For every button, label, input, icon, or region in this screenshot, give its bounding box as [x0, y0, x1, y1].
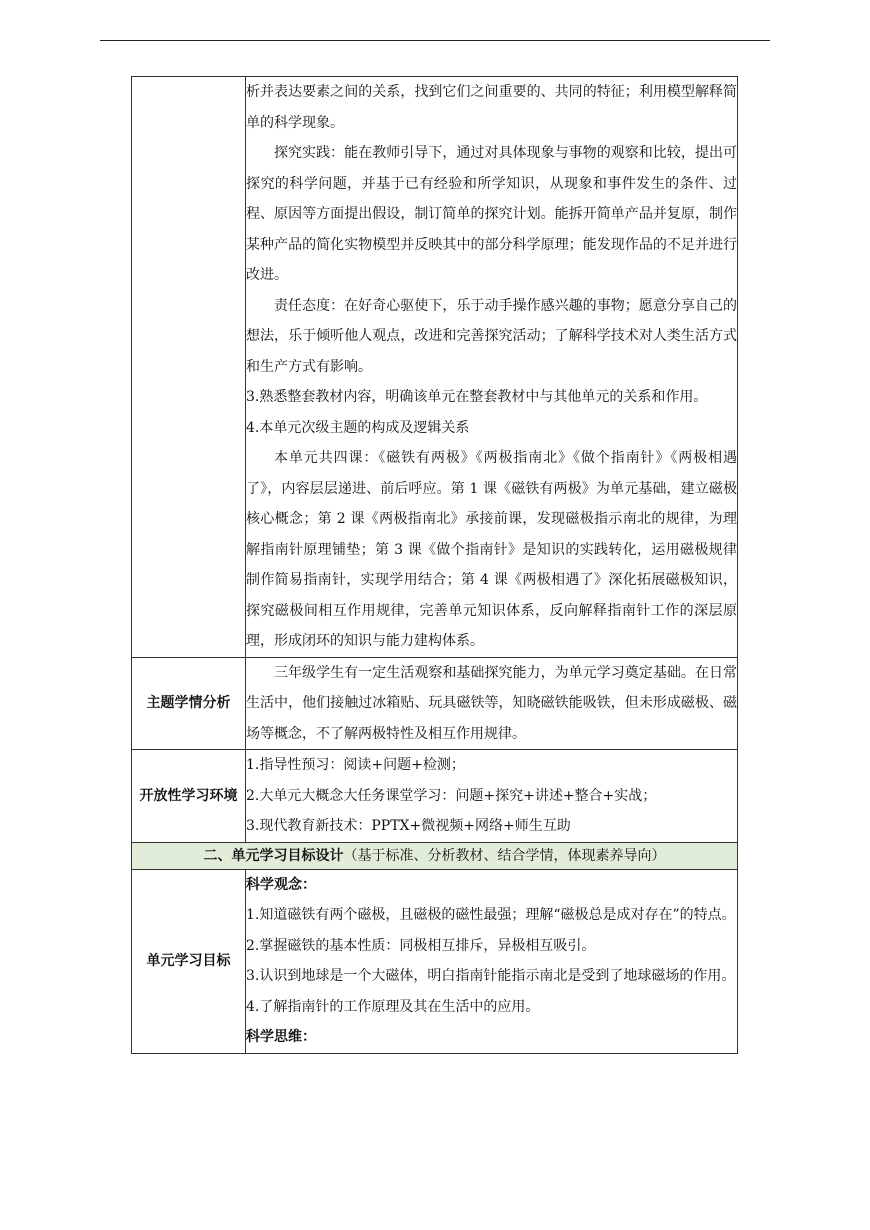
- list-item: 1.指导性预习：阅读+问题+检测；: [246, 757, 465, 773]
- core-literacy-cell: [246, 77, 738, 658]
- table-row-student-analysis: [132, 657, 738, 750]
- table-row-learning-goals: [132, 869, 738, 1053]
- paragraph: 三年级学生有一定生活观察和基础探究能力，为单元学习奠定基础。在日常生活中，他们接触过冰箱贴、玩具磁铁等，知晓磁铁能吸铁，但未形成磁极、磁场等概念，不了解两极特性及相互作用规律。: [246, 664, 737, 742]
- paragraph: 4.本单元次级主题的构成及逻辑关系: [246, 419, 470, 436]
- learning-environment-cell: [246, 750, 738, 843]
- list-item: 3.现代教育新技术：PPTX+微视频+网络+师生互助: [246, 818, 571, 834]
- paragraph: 本单元共四课：《磁铁有两极》《两极指南北》《做个指南针》《两极相遇了》，内容层层递进、前后呼应。第 1 课《磁铁有两极》为单元基础，建立磁极核心概念；第 2 课《两极指南北》承接前课，发现磁极指示南北的规律，为理解指南针原理铺垫；第 3 课《做个指南针》是知识的实践转化，运用磁极规律制作简易指南针，实现学用结合；第 4 课《两极相遇了》深化拓展磁极知识，探究磁极间相互作用规律，完善单元知识体系，反向解释指南针工作的深层原理，形成闭环的知识与能力建构体系。: [246, 450, 737, 649]
- section-title: 二、单元学习目标设计: [203, 847, 344, 864]
- row-label: 主题学情分析: [132, 657, 246, 750]
- section-subtitle: （基于标准、分析教材、结合学情，体现素养导向）: [343, 847, 666, 864]
- row-label: 单元学习目标: [132, 869, 246, 1053]
- list-item: 3.认识到地球是一个大磁体，明白指南针能指示南北是受到了地球磁场的作用。: [246, 968, 736, 984]
- empty-label-cell: [132, 77, 246, 658]
- paragraph: 探究实践：能在教师引导下，通过对具体现象与事物的观察和比较，提出可探究的科学问题，并基于已有经验和所学知识，从现象和事件发生的条件、过程、原因等方面提出假设，制订简单的探究计划。能拆开简单产品并复原，制作某种产品的简化实物模型并反映其中的部分科学原理；能发现作品的不足并进行改进。: [246, 145, 737, 283]
- student-analysis-cell: [246, 657, 738, 750]
- subheading: 科学思维：: [246, 1029, 316, 1045]
- paragraph: 析并表达要素之间的关系，找到它们之间重要的、共同的特征；利用模型解释简单的科学现象。: [246, 84, 737, 131]
- list-item: 4.了解指南针的工作原理及其在生活中的应用。: [246, 998, 540, 1015]
- section-header-row: [132, 842, 738, 869]
- learning-goals-cell: [246, 869, 738, 1053]
- table-row-core-literacy: [132, 77, 738, 658]
- table-row-learning-environment: [132, 750, 738, 843]
- unit-design-table: [131, 76, 738, 1054]
- list-item: 2.大单元大概念大任务课堂学习：问题+探究+讲述+整合+实战；: [246, 787, 657, 804]
- list-item: 2.掌握磁铁的基本性质：同极相互排斥，异极相互吸引。: [246, 937, 596, 954]
- paragraph: 3.熟悉整套教材内容，明确该单元在整套教材中与其他单元的关系和作用。: [246, 389, 708, 405]
- section-header: [132, 842, 738, 869]
- header-rule: [100, 40, 770, 41]
- list-item: 1.知道磁铁有两个磁极，且磁极的磁性最强；理解“磁极总是成对存在”的特点。: [246, 907, 736, 923]
- paragraph: 责任态度：在好奇心驱使下，乐于动手操作感兴趣的事物；愿意分享自己的想法，乐于倾听他人观点，改进和完善探究活动；了解科学技术对人类生活方式和生产方式有影响。: [246, 297, 737, 375]
- subheading: 科学观念：: [246, 876, 316, 893]
- row-label: 开放性学习环境: [132, 750, 246, 843]
